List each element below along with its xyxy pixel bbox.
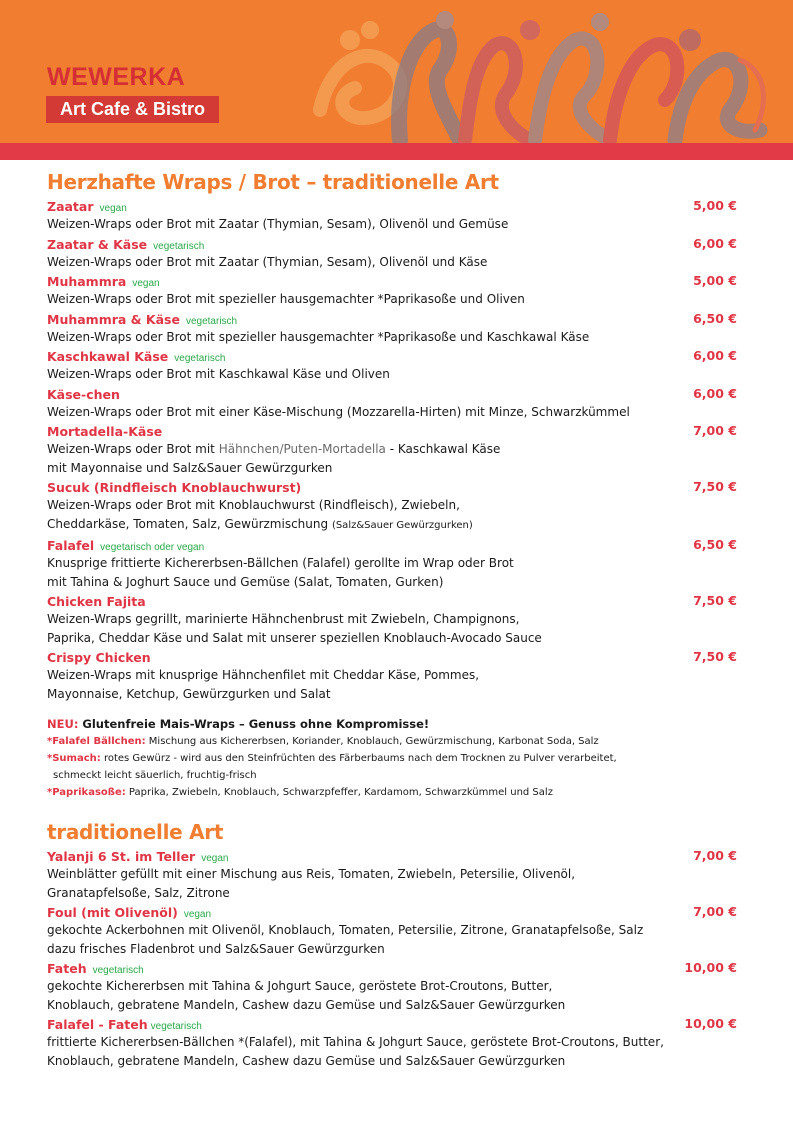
- item-name: Mortadella-Käse: [47, 424, 163, 439]
- menu-item: [47, 309, 747, 347]
- item-description: gekochte Kichererbsen mit Tahina & Johgurt Sauce, geröstete Brot-Croutons, Butter,: [47, 979, 553, 993]
- item-description: mit Mayonnaise und Salz&Sauer Gewürzgurken: [47, 460, 333, 475]
- note-falafel: *Falafel Bällchen: Mischung aus Kichererbsen, Koriander, Knoblauch, Gewürzmischung, Karbonat Soda, Salz: [47, 736, 599, 747]
- menu-item: [47, 846, 747, 902]
- item-name: Yalanji 6 St. im Teller: [47, 849, 196, 864]
- item-name: Käse-chen: [47, 386, 120, 402]
- item-description: Weizen-Wraps oder Brot mit einer Käse-Mischung (Mozzarella-Hirten) mit Minze, Schwarzkümmel: [47, 404, 630, 419]
- item-description: Weizen-Wraps oder Brot mit Hähnchen/Puten-Mortadella - Kaschkawal Käse: [47, 442, 501, 456]
- item-name: Foul (mit Olivenöl): [47, 905, 178, 920]
- item-price: 10,00 €: [684, 1016, 737, 1031]
- decorative-calligraphy-graphic: [300, 0, 793, 143]
- item-description: gekochte Ackerbohnen mit Olivenöl, Knoblauch, Tomaten, Petersilie, Zitrone, Granatapfelsoße, Salz: [47, 923, 644, 937]
- header-stripe: [0, 143, 793, 160]
- item-price: 7,00 €: [693, 423, 737, 438]
- item-description: Knoblauch, gebratene Mandeln, Cashew dazu Gemüse und Salz&Sauer Gewürzgurken: [47, 1053, 566, 1068]
- item-description: Weizen-Wraps gegrillt, marinierte Hähnchenbrust mit Zwiebeln, Champignons,: [47, 612, 520, 626]
- menu-item: [47, 647, 747, 703]
- diet-tag: vegetarisch: [150, 1021, 202, 1032]
- item-price: 6,00 €: [693, 235, 737, 251]
- item-description: frittierte Kichererbsen-Bällchen *(Falafel), mit Tahina & Johgurt Sauce, geröstete Brot-Croutons, Butter,: [47, 1035, 664, 1049]
- item-description: dazu frisches Fladenbrot und Salz&Sauer Gewürzgurken: [47, 941, 385, 956]
- menu-section-wraps: [47, 168, 747, 703]
- menu-item: [47, 958, 747, 1014]
- item-name: Muhammra & Käse: [47, 311, 180, 327]
- item-name: Kaschkawal Käse: [47, 349, 169, 364]
- menu-item: [47, 384, 747, 422]
- item-description: Weizen-Wraps oder Brot mit spezieller hausgemachter *Paprikasoße und Kaschkawal Käse: [47, 329, 590, 344]
- section-title: Herzhafte Wraps / Brot – traditionelle Art: [47, 170, 499, 194]
- item-price: 7,00 €: [693, 904, 737, 919]
- menu-item: [47, 535, 747, 591]
- diet-tag: vegetarisch: [174, 353, 226, 364]
- diet-tag: vegan: [132, 278, 160, 289]
- item-description: Mayonnaise, Ketchup, Gewürzgurken und Salat: [47, 686, 331, 701]
- item-description: mit Tahina & Joghurt Sauce und Gemüse (Salat, Tomaten, Gurken): [47, 574, 444, 589]
- item-price: 7,00 €: [693, 848, 737, 863]
- item-description: Weizen-Wraps oder Brot mit Kaschkawal Käse und Oliven: [47, 367, 390, 381]
- note-paprika: *Paprikasoße: Paprika, Zwiebeln, Knoblauch, Schwarzpfeffer, Kardamom, Schwarzkümmel und Salz: [47, 787, 553, 798]
- item-price: 7,50 €: [693, 479, 737, 494]
- item-description: Knusprige frittierte Kichererbsen-Bällchen (Falafel) gerollte im Wrap oder Brot: [47, 556, 514, 570]
- item-price: 7,50 €: [693, 649, 737, 664]
- brand-name: WEWERKA: [47, 63, 186, 91]
- item-price: 6,00 €: [693, 348, 737, 363]
- menu-item: [47, 1014, 747, 1070]
- menu-item: [47, 421, 747, 477]
- notes-block: [47, 716, 747, 801]
- menu-item: [47, 477, 747, 535]
- item-description: Weinblätter gefüllt mit einer Mischung aus Reis, Tomaten, Zwiebeln, Petersilie, Olivenöl,: [47, 867, 576, 881]
- note-sumach: *Sumach: rotes Gewürz - wird aus den Steinfrüchten des Färberbaums nach dem Trocknen zu Pulver verarbeitet,: [47, 753, 617, 764]
- item-price: 7,50 €: [693, 593, 737, 608]
- item-name: Sucuk (Rindfleisch Knoblauchwurst): [47, 480, 302, 495]
- item-name: Zaatar & Käse: [47, 236, 148, 252]
- item-name: Falafel: [47, 538, 95, 553]
- item-description: Weizen-Wraps oder Brot mit spezieller hausgemachter *Paprikasoße und Oliven: [47, 292, 525, 306]
- menu-item: [47, 591, 747, 647]
- diet-tag: vegan: [183, 909, 212, 920]
- item-price: 5,00 €: [693, 273, 737, 288]
- item-price: 6,50 €: [693, 310, 737, 326]
- diet-tag: vegan: [201, 853, 229, 864]
- note-new: NEU: Glutenfreie Mais-Wraps – Genuss ohne Kompromisse!: [47, 717, 430, 731]
- item-description: Weizen-Wraps oder Brot mit Zaatar (Thymian, Sesam), Olivenöl und Käse: [47, 254, 488, 269]
- item-name: Crispy Chicken: [47, 650, 151, 665]
- menu-item: [47, 234, 747, 272]
- diet-tag: vegan: [99, 203, 127, 214]
- item-name: Chicken Fajita: [47, 594, 146, 609]
- menu-section-traditional: [47, 818, 747, 1070]
- diet-tag: vegetarisch: [185, 315, 238, 327]
- item-description: Weizen-Wraps mit knusprige Hähnchenfilet mit Cheddar Käse, Pommes,: [47, 668, 480, 682]
- item-name: Muhammra: [47, 274, 127, 289]
- item-price: 6,00 €: [693, 385, 737, 401]
- item-price: 5,00 €: [693, 198, 737, 213]
- item-description: Weizen-Wraps oder Brot mit Zaatar (Thymian, Sesam), Olivenöl und Gemüse: [47, 217, 509, 231]
- item-name: Falafel - Fateh: [47, 1017, 148, 1032]
- item-description: Weizen-Wraps oder Brot mit Knoblauchwurst (Rindfleisch), Zwiebeln,: [47, 498, 460, 512]
- diet-tag: vegetarisch: [92, 965, 144, 976]
- diet-tag: vegetarisch oder vegan: [100, 542, 205, 553]
- diet-tag: vegetarisch: [153, 240, 205, 252]
- note-sumach-cont: schmeckt leicht säuerlich, fruchtig-frisch: [53, 770, 257, 781]
- item-description: Cheddarkäse, Tomaten, Salz, Gewürzmischung (Salz&Sauer Gewürzgurken): [47, 516, 473, 531]
- item-price: 10,00 €: [684, 960, 737, 975]
- item-description: Paprika, Cheddar Käse und Salat mit unserer speziellen Knoblauch-Avocado Sauce: [47, 630, 542, 645]
- item-price: 6,50 €: [693, 537, 737, 552]
- header-banner: [0, 0, 793, 143]
- item-description: Knoblauch, gebratene Mandeln, Cashew dazu Gemüse und Salz&Sauer Gewürzgurken: [47, 997, 566, 1012]
- section-title: traditionelle Art: [47, 820, 224, 844]
- item-name: Zaatar: [47, 199, 94, 214]
- menu-item: [47, 196, 747, 234]
- item-description: Granatapfelsoße, Salz, Zitrone: [47, 885, 230, 900]
- menu-item: [47, 271, 747, 309]
- brand-subtitle: Art Cafe & Bistro: [46, 96, 219, 123]
- menu-item: [47, 902, 747, 958]
- menu-item: [47, 346, 747, 384]
- item-name: Fateh: [47, 961, 87, 976]
